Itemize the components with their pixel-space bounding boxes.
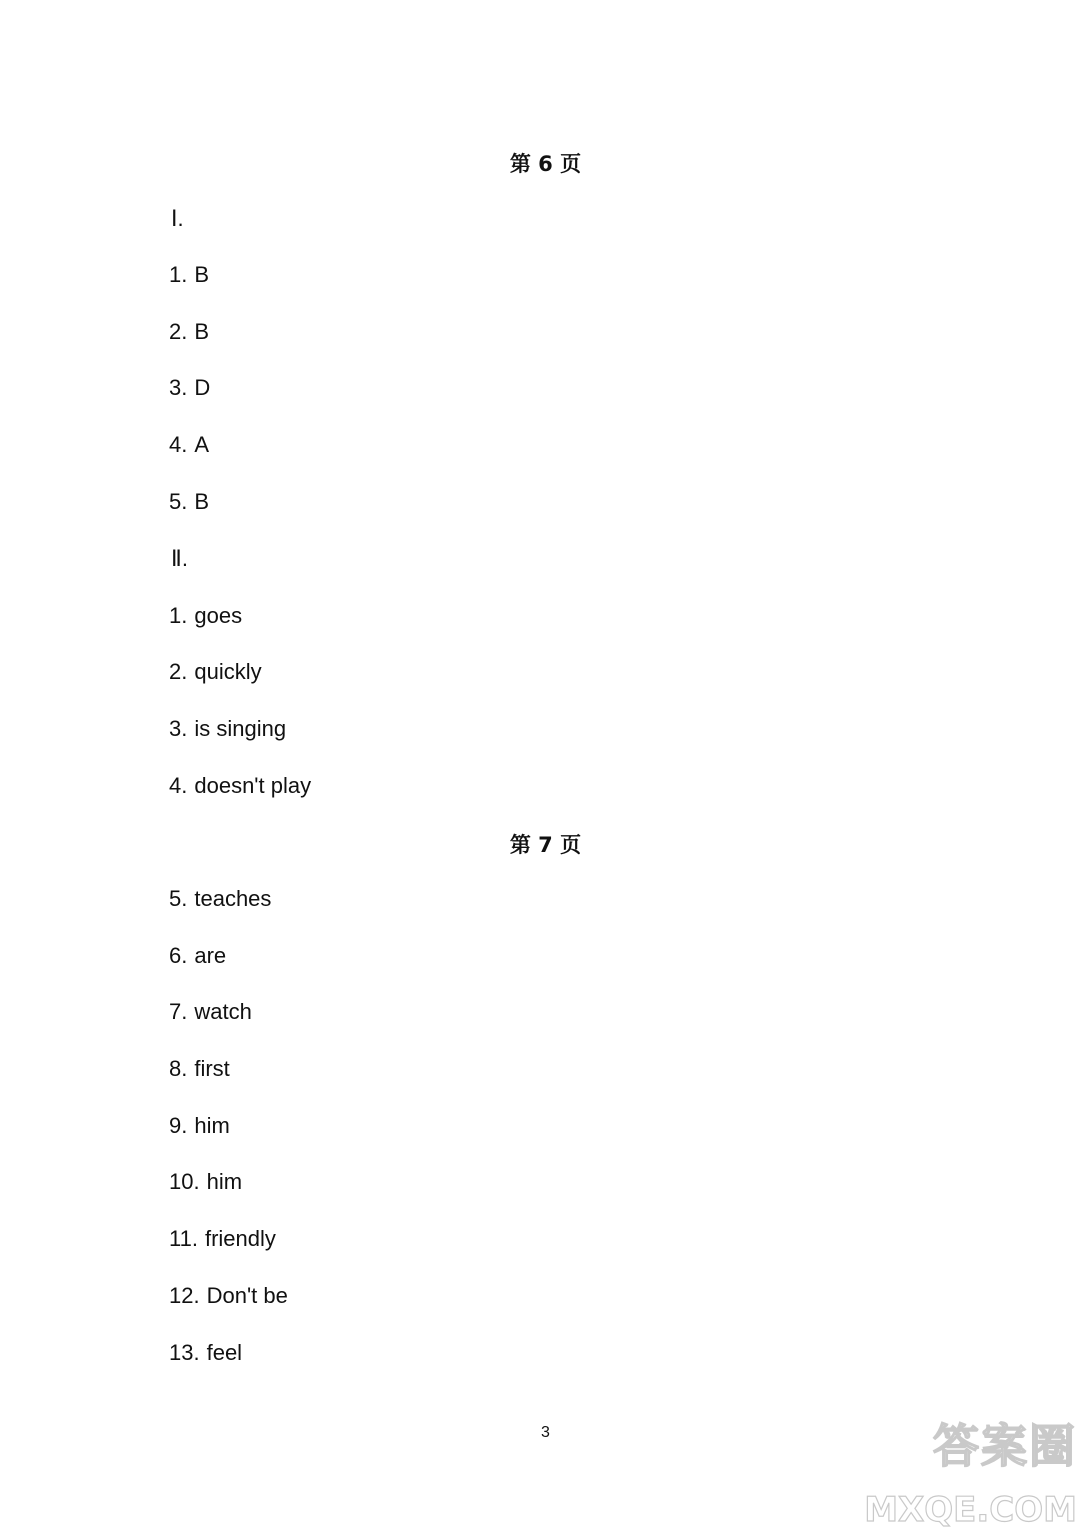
answer-text: watch [194,999,252,1024]
answer-text: Don't be [206,1283,288,1308]
answer-number: 2. [169,659,188,684]
answer-text: teaches [194,886,272,911]
answer-item [169,1283,288,1309]
answer-number: 3. [169,716,188,741]
answer-item [169,432,209,458]
answer-number: 4. [169,432,188,457]
answer-number: 1. [169,262,188,287]
answer-item [169,943,226,969]
answer-text: him [194,1113,230,1138]
answer-number: 2. [169,319,188,344]
answer-text: quickly [194,659,262,684]
watermark-en-text: MXQE.COM [864,1490,1077,1530]
answer-item [169,319,209,345]
page-number: 3 [541,1424,550,1441]
page-heading-6: 第 6 页 [509,152,582,176]
answer-text: feel [206,1340,243,1365]
answer-item [169,489,209,515]
section-label-1: Ⅰ. [171,206,184,231]
answer-text: B [194,319,210,344]
answer-text: him [206,1169,243,1194]
answer-number: 9. [169,1113,188,1138]
answer-item [169,773,311,799]
answer-text: goes [194,603,243,628]
answer-text: A [194,432,210,457]
answer-text: friendly [204,1226,276,1251]
answer-number: 3. [169,375,188,400]
answer-item [169,1113,230,1139]
answer-item [169,1340,242,1366]
answer-text: B [194,262,210,287]
answer-text: B [194,489,210,514]
answer-number: 4. [169,773,188,798]
answer-item [169,999,252,1025]
answer-number: 6. [169,943,188,968]
answer-number: 11. [169,1226,198,1251]
answer-item [169,1169,242,1195]
watermark-cn-text: 答案圈 [933,1419,1077,1473]
answer-item [169,375,210,401]
answer-item [169,262,209,288]
answer-number: 13. [169,1340,200,1365]
answer-item [169,1056,230,1082]
answer-text: are [194,943,227,968]
answer-number: 7. [169,999,188,1024]
answer-number: 8. [169,1056,188,1081]
answer-number: 5. [169,886,188,911]
answer-item [169,659,262,685]
answer-number: 10. [169,1169,200,1194]
answer-number: 1. [169,603,188,628]
answer-item [169,886,271,912]
answer-number: 12. [169,1283,200,1308]
section-label-2: Ⅱ. [171,546,188,571]
answer-number: 5. [169,489,188,514]
answer-text: is singing [194,716,287,741]
page-heading-7: 第 7 页 [509,833,582,857]
answer-item [169,1226,276,1252]
answer-text: first [194,1056,230,1081]
answer-text: D [194,375,211,400]
answer-text: doesn't play [194,773,312,798]
answer-item [169,603,242,629]
watermark [864,1410,1077,1530]
answer-item [169,716,286,742]
